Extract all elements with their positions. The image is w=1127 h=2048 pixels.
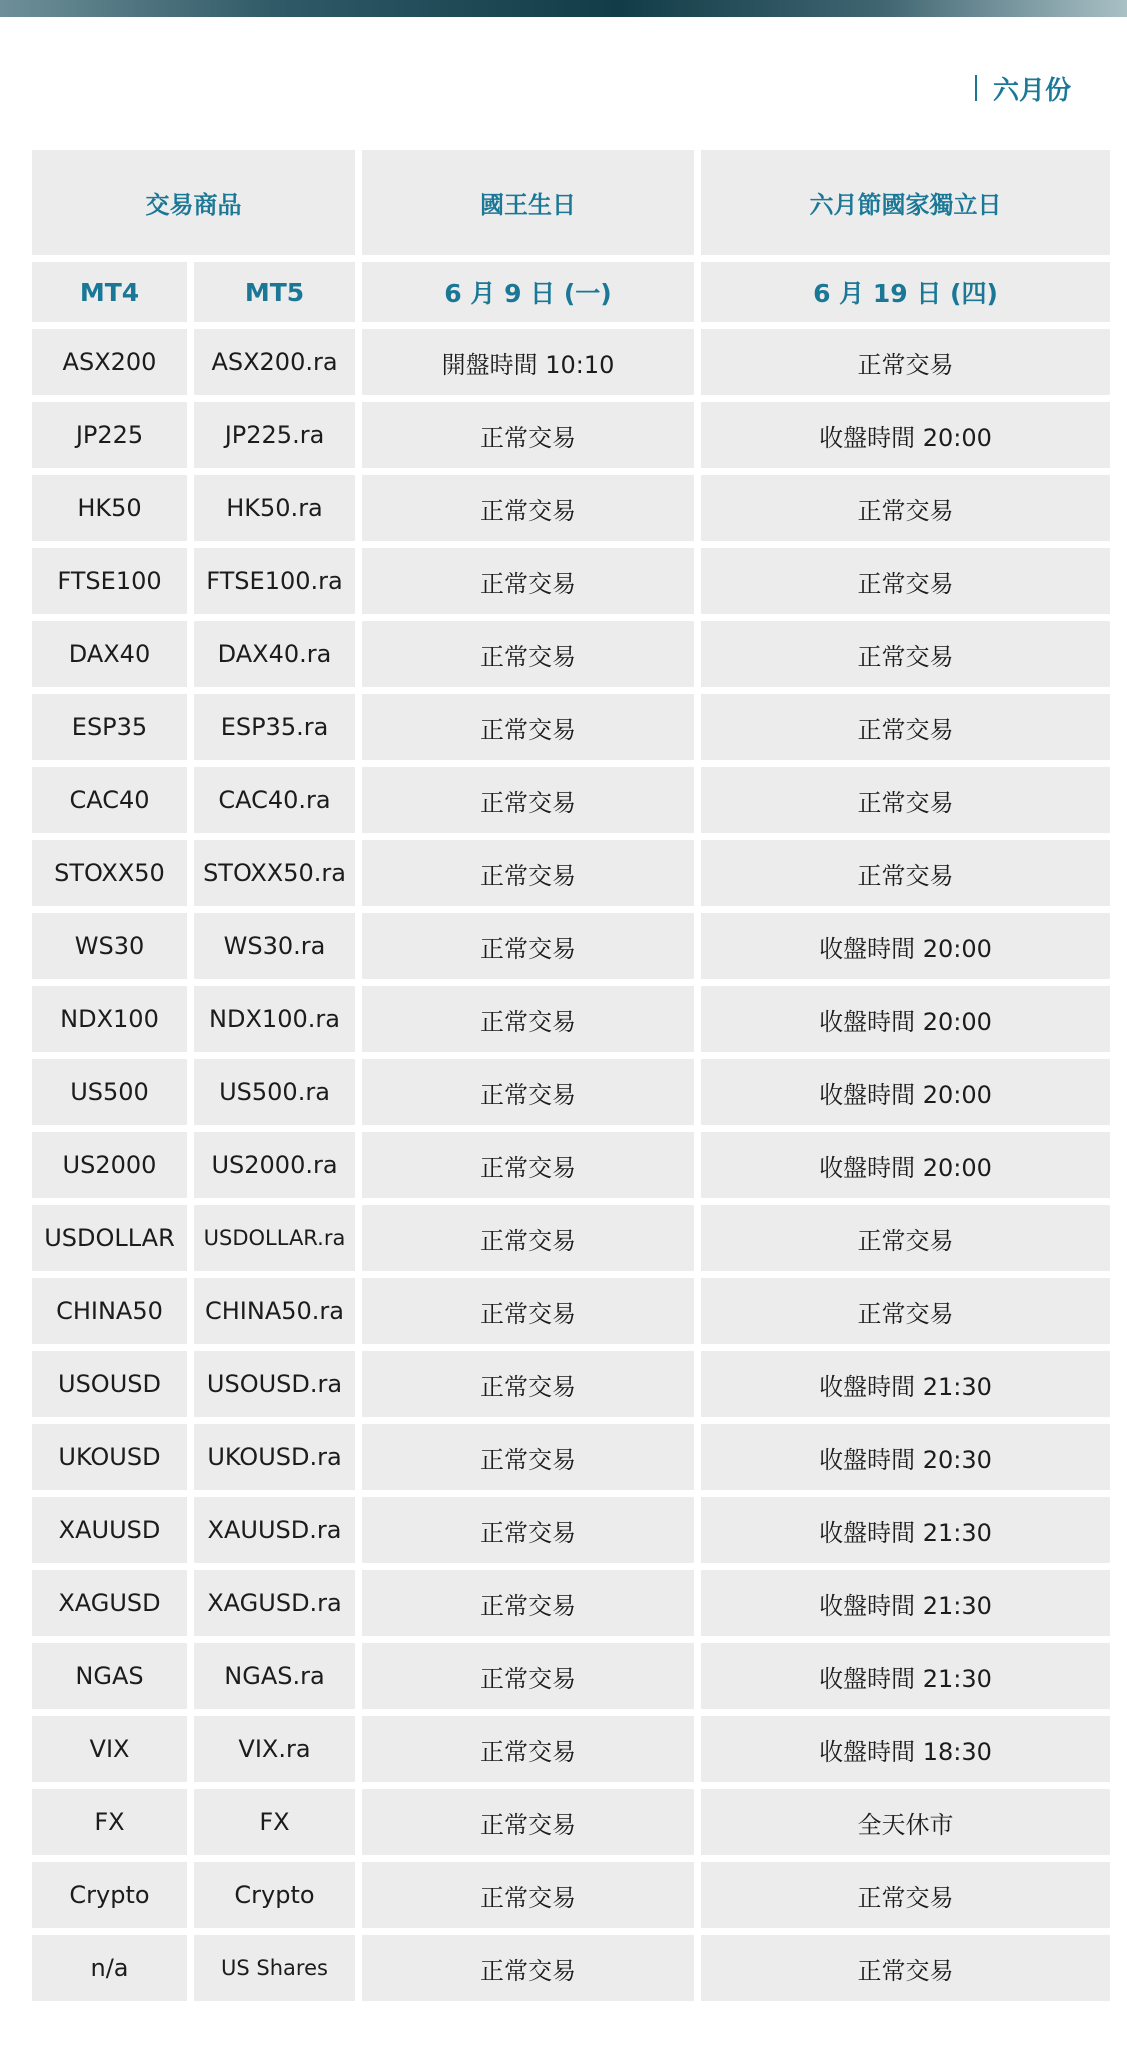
cell-holiday-2-status: 收盤時間 20:00 bbox=[701, 986, 1110, 1052]
cell-mt4-symbol: JP225 bbox=[32, 402, 187, 468]
month-label-divider bbox=[975, 75, 977, 101]
cell-mt5-symbol: FX bbox=[194, 1789, 355, 1855]
cell-mt4-symbol: WS30 bbox=[32, 913, 187, 979]
cell-holiday-2-status: 收盤時間 21:30 bbox=[701, 1570, 1110, 1636]
header-mt4: MT4 bbox=[32, 262, 187, 322]
table-row bbox=[32, 329, 1110, 395]
cell-mt5-symbol: CHINA50.ra bbox=[194, 1278, 355, 1344]
month-label bbox=[975, 72, 1071, 104]
table-row bbox=[32, 475, 1110, 541]
cell-mt4-symbol: XAUUSD bbox=[32, 1497, 187, 1563]
cell-holiday-1-status: 開盤時間 10:10 bbox=[362, 329, 694, 395]
table-row bbox=[32, 1862, 1110, 1928]
cell-mt5-symbol: STOXX50.ra bbox=[194, 840, 355, 906]
holiday-trading-schedule-table bbox=[25, 143, 1117, 2008]
table-row bbox=[32, 694, 1110, 760]
table-row bbox=[32, 986, 1110, 1052]
cell-mt4-symbol: ESP35 bbox=[32, 694, 187, 760]
cell-mt4-symbol: UKOUSD bbox=[32, 1424, 187, 1490]
cell-holiday-1-status: 正常交易 bbox=[362, 402, 694, 468]
cell-mt4-symbol: FTSE100 bbox=[32, 548, 187, 614]
cell-mt4-symbol: Crypto bbox=[32, 1862, 187, 1928]
cell-mt5-symbol: NGAS.ra bbox=[194, 1643, 355, 1709]
header-holiday-2: 六月節國家獨立日 bbox=[701, 150, 1110, 255]
top-gradient-bar bbox=[0, 0, 1127, 17]
table-subheader-row bbox=[32, 262, 1110, 322]
cell-holiday-1-status: 正常交易 bbox=[362, 1205, 694, 1271]
cell-holiday-1-status: 正常交易 bbox=[362, 1497, 694, 1563]
cell-mt5-symbol: Crypto bbox=[194, 1862, 355, 1928]
cell-holiday-2-status: 正常交易 bbox=[701, 1205, 1110, 1271]
header-holiday-1-date: 6 月 9 日 (一) bbox=[362, 262, 694, 322]
cell-mt4-symbol: USDOLLAR bbox=[32, 1205, 187, 1271]
table-row bbox=[32, 840, 1110, 906]
cell-holiday-2-status: 正常交易 bbox=[701, 694, 1110, 760]
cell-holiday-1-status: 正常交易 bbox=[362, 1716, 694, 1782]
cell-holiday-2-status: 正常交易 bbox=[701, 475, 1110, 541]
table-row bbox=[32, 1424, 1110, 1490]
table-row bbox=[32, 1351, 1110, 1417]
cell-holiday-1-status: 正常交易 bbox=[362, 1424, 694, 1490]
cell-holiday-2-status: 全天休市 bbox=[701, 1789, 1110, 1855]
cell-mt4-symbol: NDX100 bbox=[32, 986, 187, 1052]
cell-holiday-1-status: 正常交易 bbox=[362, 1862, 694, 1928]
cell-holiday-2-status: 收盤時間 20:00 bbox=[701, 913, 1110, 979]
cell-holiday-2-status: 正常交易 bbox=[701, 1278, 1110, 1344]
cell-holiday-1-status: 正常交易 bbox=[362, 767, 694, 833]
cell-mt5-symbol: CAC40.ra bbox=[194, 767, 355, 833]
cell-mt5-symbol: NDX100.ra bbox=[194, 986, 355, 1052]
cell-mt5-symbol: US500.ra bbox=[194, 1059, 355, 1125]
cell-holiday-1-status: 正常交易 bbox=[362, 1059, 694, 1125]
cell-mt4-symbol: n/a bbox=[32, 1935, 187, 2001]
cell-mt4-symbol: HK50 bbox=[32, 475, 187, 541]
cell-holiday-2-status: 正常交易 bbox=[701, 1935, 1110, 2001]
cell-holiday-1-status: 正常交易 bbox=[362, 621, 694, 687]
cell-holiday-1-status: 正常交易 bbox=[362, 1351, 694, 1417]
cell-holiday-2-status: 收盤時間 20:00 bbox=[701, 1059, 1110, 1125]
cell-mt4-symbol: STOXX50 bbox=[32, 840, 187, 906]
cell-mt4-symbol: CAC40 bbox=[32, 767, 187, 833]
cell-mt5-symbol: US2000.ra bbox=[194, 1132, 355, 1198]
cell-holiday-2-status: 收盤時間 21:30 bbox=[701, 1497, 1110, 1563]
cell-mt4-symbol: USOUSD bbox=[32, 1351, 187, 1417]
cell-holiday-1-status: 正常交易 bbox=[362, 840, 694, 906]
cell-holiday-2-status: 收盤時間 20:30 bbox=[701, 1424, 1110, 1490]
table-row bbox=[32, 1935, 1110, 2001]
cell-holiday-1-status: 正常交易 bbox=[362, 1789, 694, 1855]
cell-mt4-symbol: NGAS bbox=[32, 1643, 187, 1709]
table-row bbox=[32, 1205, 1110, 1271]
cell-holiday-2-status: 收盤時間 21:30 bbox=[701, 1643, 1110, 1709]
cell-mt5-symbol: ASX200.ra bbox=[194, 329, 355, 395]
cell-holiday-1-status: 正常交易 bbox=[362, 1643, 694, 1709]
cell-mt5-symbol: ESP35.ra bbox=[194, 694, 355, 760]
cell-mt4-symbol: ASX200 bbox=[32, 329, 187, 395]
cell-mt4-symbol: VIX bbox=[32, 1716, 187, 1782]
cell-holiday-2-status: 正常交易 bbox=[701, 767, 1110, 833]
cell-mt4-symbol: CHINA50 bbox=[32, 1278, 187, 1344]
table-row bbox=[32, 767, 1110, 833]
cell-holiday-2-status: 正常交易 bbox=[701, 840, 1110, 906]
table-row bbox=[32, 1059, 1110, 1125]
header-trading-products: 交易商品 bbox=[32, 150, 355, 255]
table-row bbox=[32, 621, 1110, 687]
table-row bbox=[32, 1643, 1110, 1709]
cell-mt4-symbol: DAX40 bbox=[32, 621, 187, 687]
cell-holiday-1-status: 正常交易 bbox=[362, 548, 694, 614]
table-header-row bbox=[32, 150, 1110, 255]
table-row bbox=[32, 913, 1110, 979]
cell-holiday-1-status: 正常交易 bbox=[362, 475, 694, 541]
table-row bbox=[32, 1497, 1110, 1563]
table-row bbox=[32, 1716, 1110, 1782]
cell-holiday-2-status: 收盤時間 18:30 bbox=[701, 1716, 1110, 1782]
table-row bbox=[32, 1789, 1110, 1855]
cell-mt4-symbol: XAGUSD bbox=[32, 1570, 187, 1636]
cell-holiday-1-status: 正常交易 bbox=[362, 1935, 694, 2001]
cell-holiday-1-status: 正常交易 bbox=[362, 913, 694, 979]
table-body bbox=[32, 329, 1110, 2001]
cell-mt5-symbol: JP225.ra bbox=[194, 402, 355, 468]
table-row bbox=[32, 402, 1110, 468]
cell-holiday-2-status: 正常交易 bbox=[701, 1862, 1110, 1928]
cell-holiday-1-status: 正常交易 bbox=[362, 694, 694, 760]
cell-mt5-symbol: US Shares bbox=[194, 1935, 355, 2001]
cell-mt4-symbol: US2000 bbox=[32, 1132, 187, 1198]
cell-mt5-symbol: XAUUSD.ra bbox=[194, 1497, 355, 1563]
cell-mt4-symbol: US500 bbox=[32, 1059, 187, 1125]
cell-holiday-2-status: 收盤時間 20:00 bbox=[701, 402, 1110, 468]
cell-holiday-2-status: 正常交易 bbox=[701, 621, 1110, 687]
table-row bbox=[32, 1132, 1110, 1198]
cell-mt5-symbol: WS30.ra bbox=[194, 913, 355, 979]
cell-holiday-1-status: 正常交易 bbox=[362, 1570, 694, 1636]
cell-holiday-2-status: 正常交易 bbox=[701, 548, 1110, 614]
cell-mt5-symbol: USDOLLAR.ra bbox=[194, 1205, 355, 1271]
cell-mt5-symbol: FTSE100.ra bbox=[194, 548, 355, 614]
month-label-text: 六月份 bbox=[992, 75, 1071, 106]
cell-mt5-symbol: UKOUSD.ra bbox=[194, 1424, 355, 1490]
table-row bbox=[32, 1570, 1110, 1636]
cell-holiday-1-status: 正常交易 bbox=[362, 1278, 694, 1344]
cell-mt5-symbol: DAX40.ra bbox=[194, 621, 355, 687]
cell-holiday-2-status: 收盤時間 21:30 bbox=[701, 1351, 1110, 1417]
cell-holiday-2-status: 正常交易 bbox=[701, 329, 1110, 395]
cell-mt4-symbol: FX bbox=[32, 1789, 187, 1855]
header-holiday-2-date: 6 月 19 日 (四) bbox=[701, 262, 1110, 322]
cell-holiday-1-status: 正常交易 bbox=[362, 986, 694, 1052]
table-row bbox=[32, 1278, 1110, 1344]
header-mt5: MT5 bbox=[194, 262, 355, 322]
cell-mt5-symbol: VIX.ra bbox=[194, 1716, 355, 1782]
cell-mt5-symbol: USOUSD.ra bbox=[194, 1351, 355, 1417]
cell-mt5-symbol: HK50.ra bbox=[194, 475, 355, 541]
cell-holiday-2-status: 收盤時間 20:00 bbox=[701, 1132, 1110, 1198]
cell-mt5-symbol: XAGUSD.ra bbox=[194, 1570, 355, 1636]
header-holiday-1: 國王生日 bbox=[362, 150, 694, 255]
table-row bbox=[32, 548, 1110, 614]
cell-holiday-1-status: 正常交易 bbox=[362, 1132, 694, 1198]
